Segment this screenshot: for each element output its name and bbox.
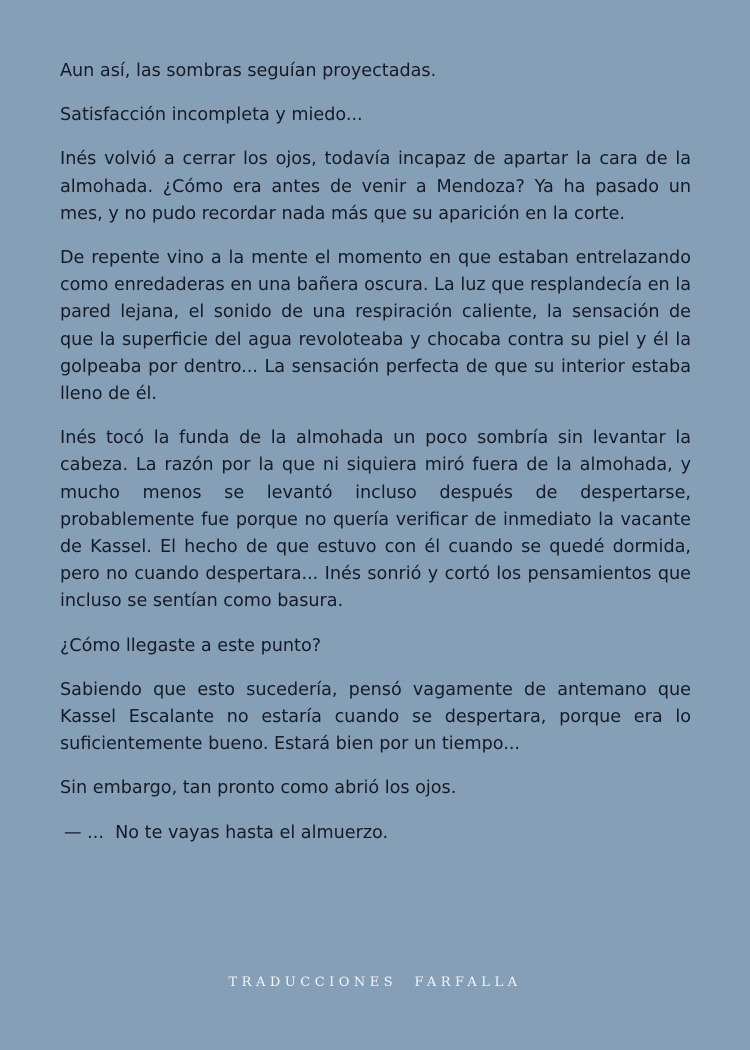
paragraph: Inés volvió a cerrar los ojos, todavía incapaz de apartar la cara de la almohada. ¿Cómo era antes de venir a Mendoza? Ya ha pasado un mes, y no pudo recordar nada más que su aparición en la corte.	[60, 149, 691, 224]
page-body	[60, 58, 691, 864]
footer-credit: TRADUCCIONES FARFALLA	[228, 975, 522, 990]
paragraph: De repente vino a la mente el momento en que estaban entrelazando como enredaderas en una bañera oscura. La luz que resplandecía en la pared lejana, el sonido de una respiración caliente, la sensación de que la superficie del agua revoloteaba y chocaba contra su piel y él la golpeaba por dentro... La sensación perfecta de que su interior estaba lleno de él.	[60, 248, 691, 405]
paragraph: Inés tocó la funda de la almohada un poco sombría sin levantar la cabeza. La razón por la que ni siquiera miró fuera de la almohada, y mucho menos se levantó incluso después de despertarse, probablemente fue porque no quería verificar de inmediato la vacante de Kassel. El hecho de que estuvo con él cuando se quedé dormida, pero no cuando despertara... Inés sonrió y cortó los pensamientos que incluso se sentían como basura.	[60, 428, 691, 612]
paragraph: Satisfacción incompleta y miedo...	[60, 105, 363, 126]
paragraph: Sabiendo que esto sucedería, pensó vagamente de antemano que Kassel Escalante no estaría cuando se despertara, porque era lo suficientemente bueno. Estará bien por un tiempo...	[60, 679, 691, 755]
paragraph: Aun así, las sombras seguían proyectadas.	[60, 61, 437, 81]
paragraph: Sin embargo, tan pronto como abrió los ojos.	[60, 778, 457, 799]
dialog-line: — ... No te vayas hasta el almuerzo.	[64, 822, 389, 843]
paragraph: ¿Cómo llegaste a este punto?	[60, 635, 322, 656]
